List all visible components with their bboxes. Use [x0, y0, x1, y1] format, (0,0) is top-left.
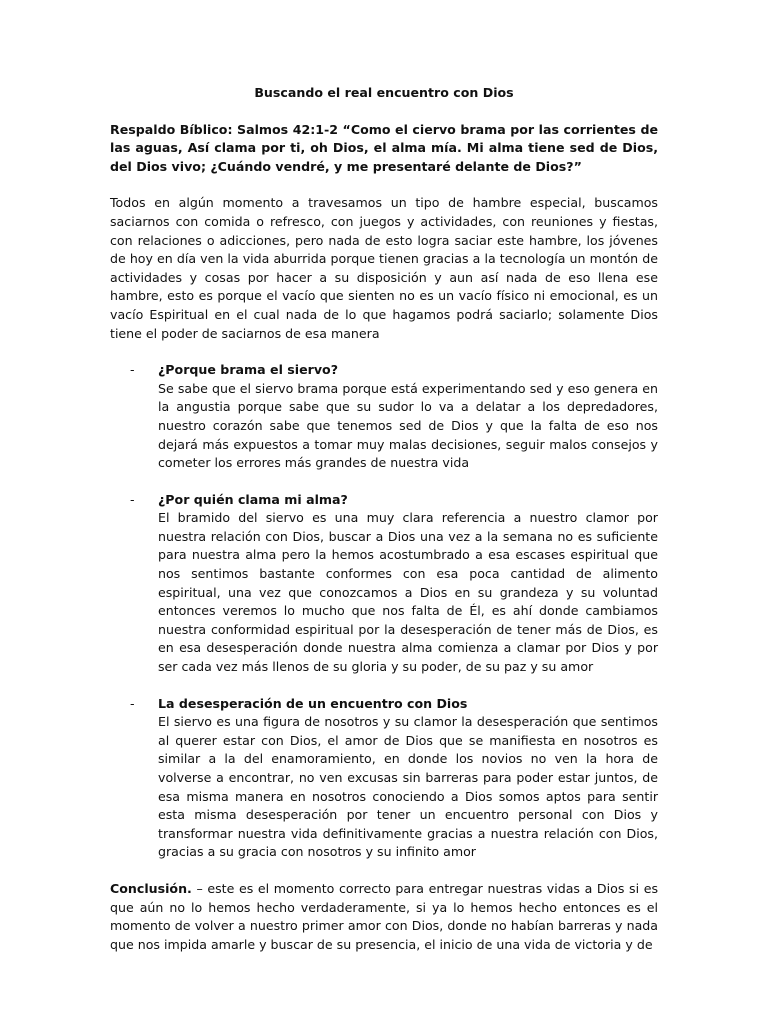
- conclusion-label: Conclusión.: [110, 880, 192, 896]
- list-item: [110, 695, 658, 862]
- bullet-dash: -: [130, 491, 135, 507]
- point-body: El siervo es una figura de nosotros y su clamor la desesperación que sentimos al querer estar con Dios, el amor de Dios que se manifiesta en nosotros es similar a la del enamoramiento, en donde los novios no ven la hora de volverse a encontrar, no ven excusas sin barreras para poder estar juntos, de esa misma manera en nosotros conociendo a Dios somos aptos para sentir esta misma desesperación por tener un encuentro personal con Dios y transformar nuestra vida definitivamente gracias a nuestra relación con Dios, gracias a su gracia con nosotros y su infinito amor: [158, 714, 658, 860]
- conclusion-text: – este es el momento correcto para entregar nuestras vidas a Dios si es que aún no lo hemos hecho verdaderamente, si ya lo hemos hecho entonces es el momento de volver a nuestro primer amor con Dios, donde no habían barreras y nada que nos impida amarle y buscar de su presencia, el inicio de una vida de victoria y de: [110, 880, 658, 952]
- document-title: Buscando el real encuentro con Dios: [254, 85, 514, 100]
- point-heading: La desesperación de un encuentro con Dios: [158, 695, 468, 711]
- intro-paragraph: Todos en algún momento a travesamos un tipo de hambre especial, buscamos saciarnos con comida o refresco, con juegos y actividades, con reuniones y fiestas, con relaciones o adicciones, pero nada de esto logra saciar este hambre, los jóvenes de hoy en día ven la vida aburrida porque tienen gracias a la tecnología un montón de actividades y cosas por hacer a su disposición y aun así nada de eso llena ese hambre, esto es porque el vacío que sienten no es un vacío físico ni emocional, es un vacío Espiritual en el cual nada de lo que hagamos podrá saciarlo; solamente Dios tiene el poder de saciarnos de esa manera: [110, 195, 658, 341]
- list-item: [110, 491, 658, 677]
- point-body: Se sabe que el siervo brama porque está experimentando sed y eso genera en la angustia porque sabe que su sudor lo va a delatar a los depredadores, nuestro corazón sabe que tenemos sed de Dios y que la falta de eso nos dejará más expuestos a tomar muy malas decisiones, seguir malos consejos y cometer los errores más grandes de nuestra vida: [158, 380, 658, 471]
- bullet-dash: -: [130, 695, 135, 711]
- point-heading: ¿Porque brama el siervo?: [158, 362, 339, 378]
- points-list: [110, 361, 658, 862]
- list-item: [110, 361, 658, 473]
- bullet-dash: -: [130, 362, 135, 378]
- biblical-support-paragraph: Respaldo Bíblico: Salmos 42:1-2 “Como el ciervo brama por las corrientes de las aguas, Así clama por ti, oh Dios, el alma mía. Mi alma tiene sed de Dios, del Dios vivo; ¿Cuándo vendré, y me presentaré delante de Dios?”: [110, 121, 658, 174]
- point-body: El bramido del siervo es una muy clara referencia a nuestro clamor por nuestra relación con Dios, buscar a Dios una vez a la semana no es suficiente para nuestra alma pero la hemos acostumbrado a esa escases espiritual que nos sentimos bastante conformes con esa poca cantidad de alimento espiritual, una vez que conozcamos a Dios en su grandeza y su voluntad entonces veremos lo mucho que nos falta de Él, es ahí donde cambiamos nuestra conformidad espiritual por la desesperación de tener más de Dios, es en esa desesperación donde nuestra alma comienza a clamar por Dios y por ser cada vez más llenos de su gloria y su poder, de su paz y su amor: [158, 510, 658, 675]
- point-heading: ¿Por quién clama mi alma?: [158, 491, 348, 507]
- document-content: [110, 84, 658, 972]
- conclusion-paragraph: [110, 880, 658, 954]
